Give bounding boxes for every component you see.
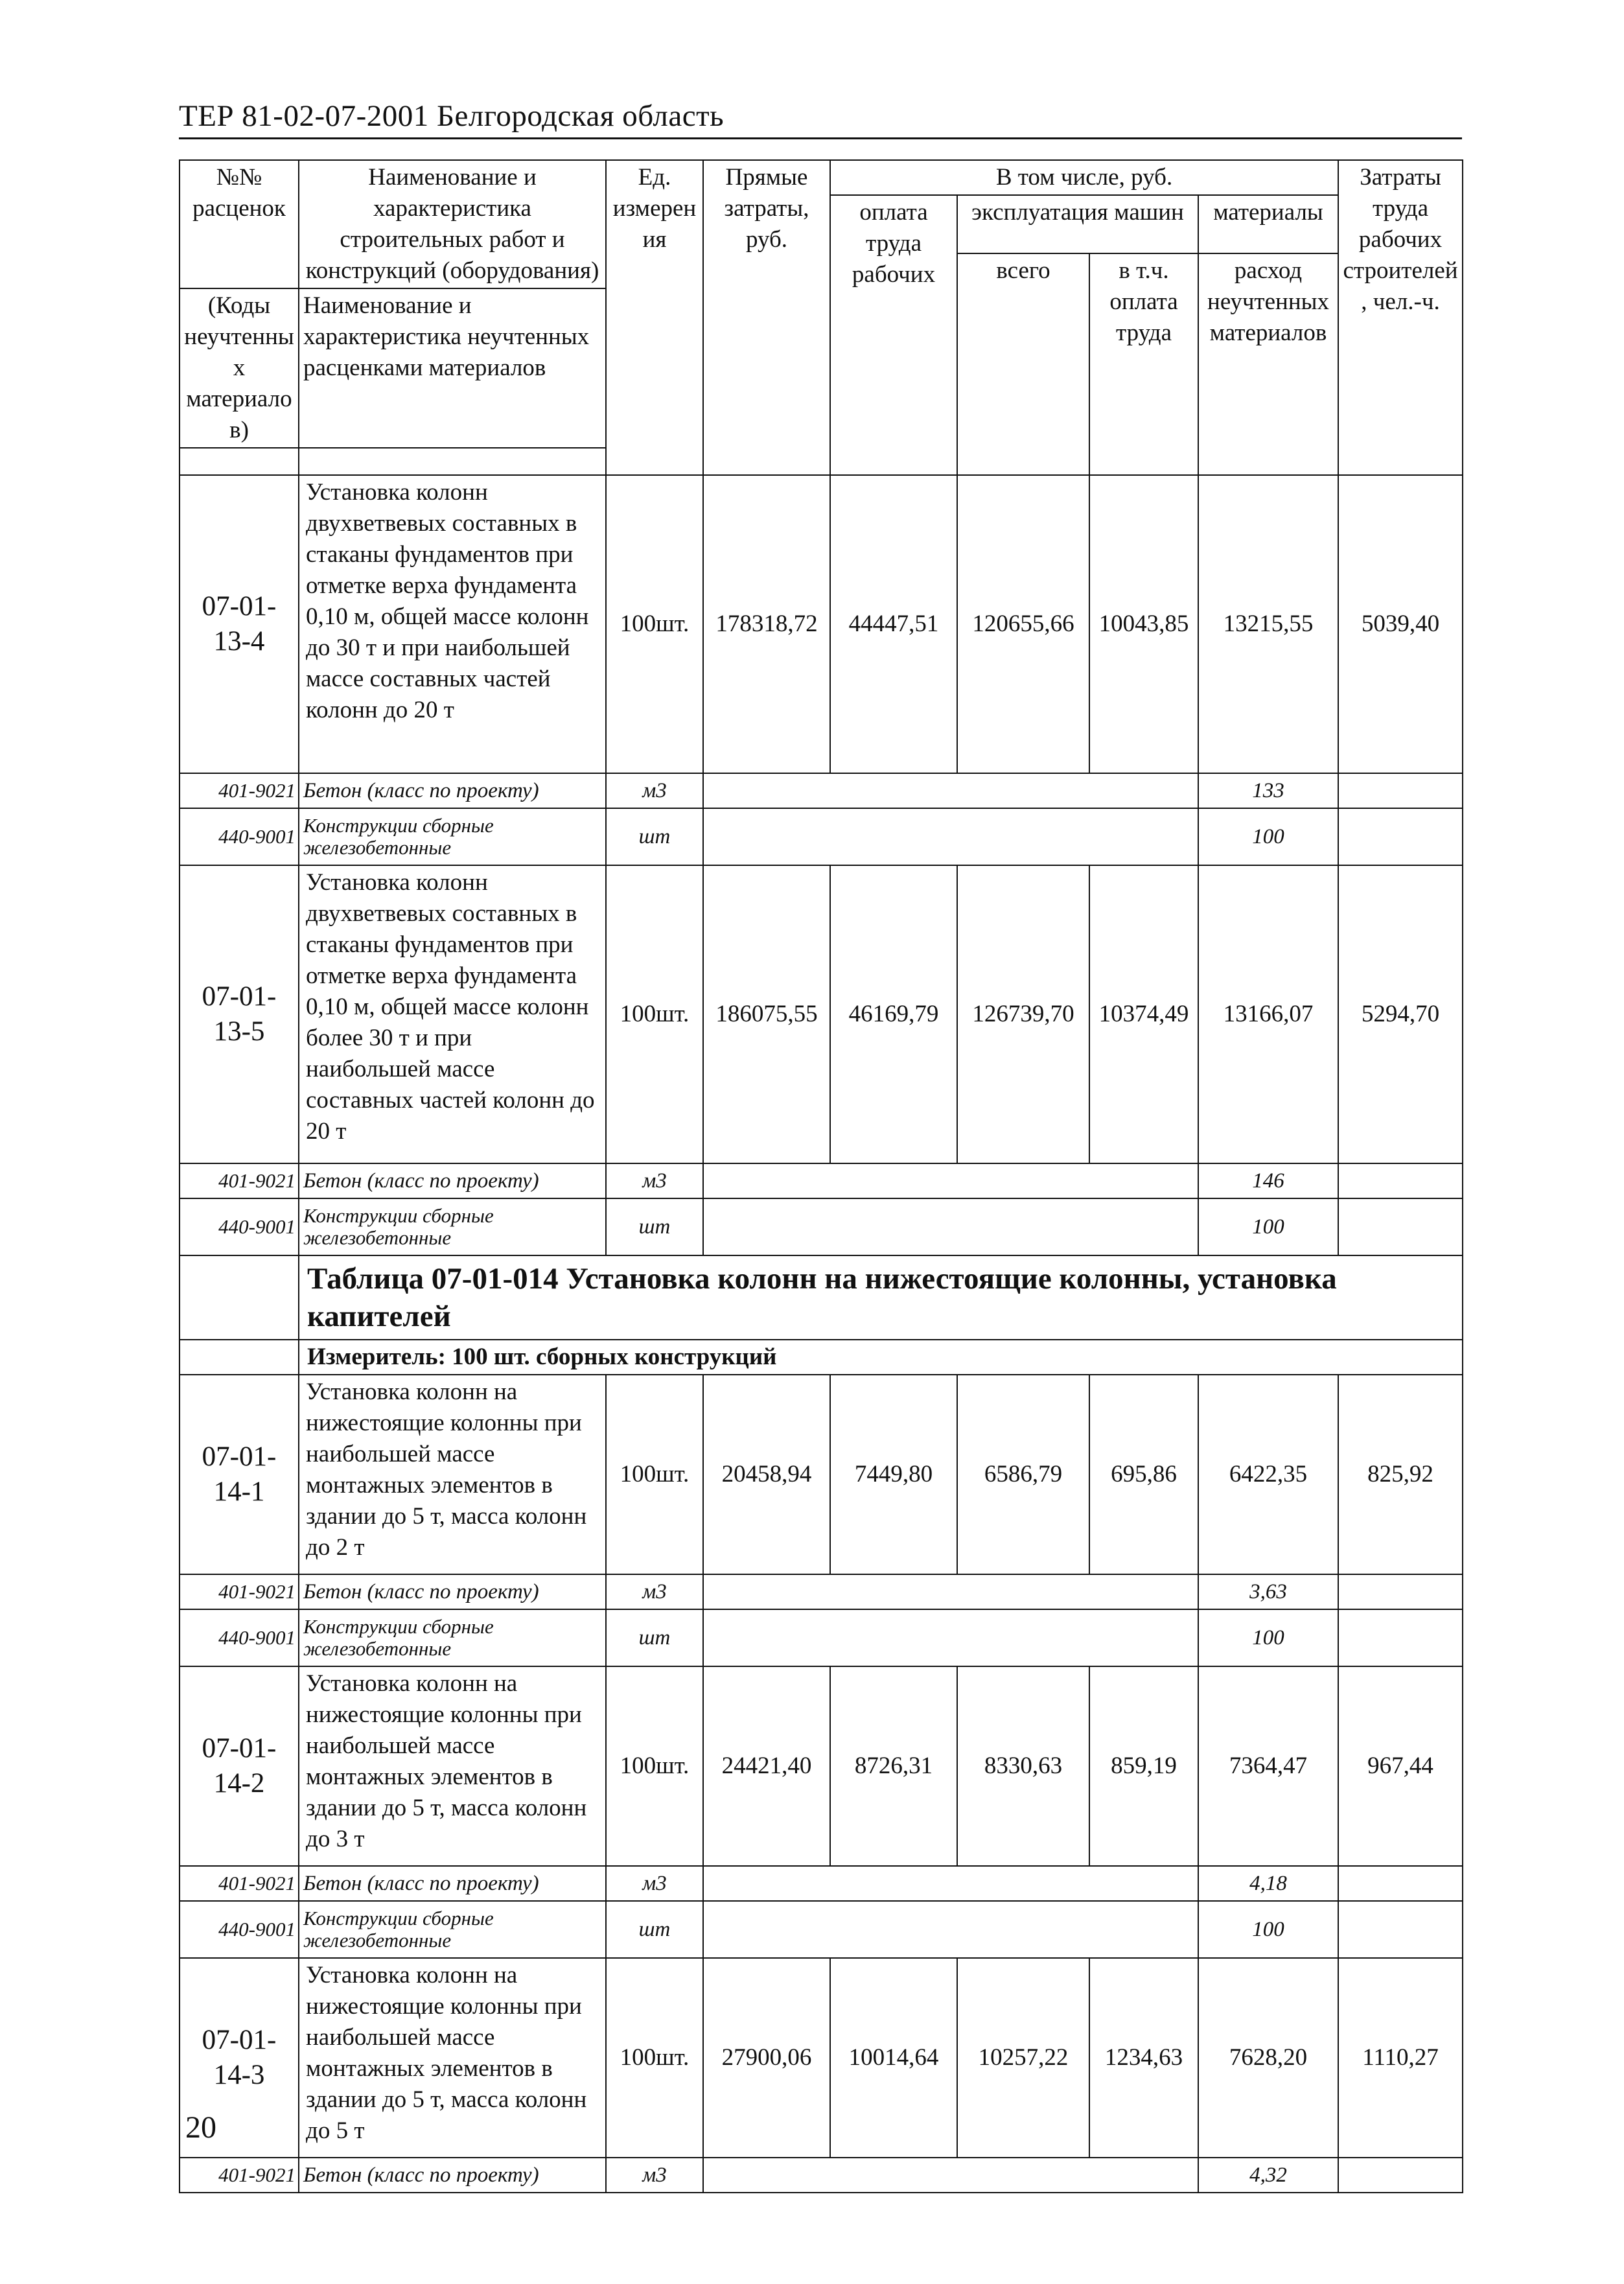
rate-materials: 7628,20	[1198, 1958, 1338, 2158]
col-name-header: Наименование и характеристика строительных работ и конструкций (оборудования)	[299, 160, 606, 288]
material-name: Конструкции сборные железобетонные	[299, 1198, 606, 1255]
rate-direct: 24421,40	[703, 1666, 830, 1866]
table-row	[180, 1666, 1463, 1866]
rate-code: 07-01-13-5	[180, 865, 299, 1163]
table-row	[180, 865, 1463, 1163]
material-name: Конструкции сборные железобетонные	[299, 1901, 606, 1958]
col-codes2-header: (Коды неучтенных материалов)	[180, 288, 299, 448]
rate-direct: 186075,55	[703, 865, 830, 1163]
rate-machine-pay: 695,86	[1089, 1375, 1198, 1574]
rate-machine-total: 126739,70	[957, 865, 1089, 1163]
material-unit: м3	[606, 773, 703, 808]
material-name: Бетон (класс по проекту)	[299, 773, 606, 808]
rate-materials: 7364,47	[1198, 1666, 1338, 1866]
material-code: 401-9021	[180, 1163, 299, 1198]
material-unit: м3	[606, 1574, 703, 1609]
material-value: 133	[1198, 773, 1338, 808]
rate-unit: 100шт.	[606, 1666, 703, 1866]
col-machine-total-header: всего	[957, 253, 1089, 475]
material-value: 146	[1198, 1163, 1338, 1198]
rate-code: 07-01-14-3	[180, 1958, 299, 2158]
col-name2-header: Наименование и характеристика неучтенных расценками материалов	[299, 288, 606, 448]
rate-unit: 100шт.	[606, 1958, 703, 2158]
col-direct-header: Прямые затраты, руб.	[703, 160, 830, 475]
col-matusage-header: расход неучтенных материалов	[1198, 253, 1338, 475]
rate-labor-pay: 44447,51	[830, 475, 957, 773]
rate-name: Установка колонн на нижестоящие колонны при наибольшей массе монтажных элементов в здании до 5 т, масса колонн до 3 т	[299, 1666, 606, 1866]
material-row	[180, 1574, 1463, 1609]
col-code-header: №№ расценок	[180, 160, 299, 288]
rates-table	[179, 159, 1463, 2193]
rate-labor: 5039,40	[1338, 475, 1463, 773]
rate-direct: 20458,94	[703, 1375, 830, 1574]
page-header: ТЕР 81-02-07-2001 Белгородская область	[179, 97, 1462, 139]
rate-labor: 1110,27	[1338, 1958, 1463, 2158]
rate-materials: 6422,35	[1198, 1375, 1338, 1574]
rate-labor: 967,44	[1338, 1666, 1463, 1866]
rate-materials: 13166,07	[1198, 865, 1338, 1163]
rate-name: Установка колонн двухветвевых составных в стаканы фундаментов при отметке верха фундамента 0,10 м, общей массе колонн до 30 т и при наибольшей массе составных частей колонн до 20 т	[299, 475, 606, 773]
material-value: 3,63	[1198, 1574, 1338, 1609]
material-unit: м3	[606, 2158, 703, 2193]
rate-machine-total: 8330,63	[957, 1666, 1089, 1866]
material-code: 401-9021	[180, 1574, 299, 1609]
material-value: 100	[1198, 1609, 1338, 1666]
rate-machine-pay: 10043,85	[1089, 475, 1198, 773]
rate-unit: 100шт.	[606, 1375, 703, 1574]
rate-machine-total: 6586,79	[957, 1375, 1089, 1574]
material-value: 4,18	[1198, 1866, 1338, 1901]
col-machine-pay-header: в т.ч. оплата труда	[1089, 253, 1198, 475]
col-labor-header: Затраты труда рабочих строителей, чел.-ч.	[1338, 160, 1463, 475]
col-unit-header: Ед. измерения	[606, 160, 703, 475]
material-code: 401-9021	[180, 773, 299, 808]
material-name: Бетон (класс по проекту)	[299, 1866, 606, 1901]
material-unit: шт	[606, 1609, 703, 1666]
col-incl-header: В том числе, руб.	[830, 160, 1338, 195]
material-unit: м3	[606, 1866, 703, 1901]
material-code: 401-9021	[180, 2158, 299, 2193]
rate-direct: 178318,72	[703, 475, 830, 773]
material-code: 440-9001	[180, 1609, 299, 1666]
rate-machine-pay: 1234,63	[1089, 1958, 1198, 2158]
material-unit: шт	[606, 1198, 703, 1255]
material-name: Бетон (класс по проекту)	[299, 2158, 606, 2193]
table-row	[180, 475, 1463, 773]
material-row	[180, 2158, 1463, 2193]
material-value: 100	[1198, 1901, 1338, 1958]
col-laborpay-header: оплата труда рабочих	[830, 195, 957, 475]
material-row	[180, 1866, 1463, 1901]
material-name: Конструкции сборные железобетонные	[299, 808, 606, 865]
material-value: 4,32	[1198, 2158, 1338, 2193]
table-row	[180, 1375, 1463, 1574]
rate-unit: 100шт.	[606, 475, 703, 773]
rate-labor-pay: 7449,80	[830, 1375, 957, 1574]
material-code: 440-9001	[180, 1198, 299, 1255]
table-meter: Измеритель: 100 шт. сборных конструкций	[299, 1340, 1463, 1375]
material-row	[180, 808, 1463, 865]
rate-labor-pay: 46169,79	[830, 865, 957, 1163]
material-row	[180, 1901, 1463, 1958]
material-name: Бетон (класс по проекту)	[299, 1163, 606, 1198]
rate-machine-pay: 10374,49	[1089, 865, 1198, 1163]
col-machine-header: эксплуатация машин	[957, 195, 1198, 253]
rate-name: Установка колонн двухветвевых составных в стаканы фундаментов при отметке верха фундамента 0,10 м, общей массе колонн более 30 т и при наибольшей массе составных частей колонн до 20 т	[299, 865, 606, 1163]
rate-labor: 5294,70	[1338, 865, 1463, 1163]
material-value: 100	[1198, 1198, 1338, 1255]
rate-direct: 27900,06	[703, 1958, 830, 2158]
col-materials-header: материалы	[1198, 195, 1338, 253]
material-code: 440-9001	[180, 808, 299, 865]
rate-labor-pay: 10014,64	[830, 1958, 957, 2158]
material-code: 401-9021	[180, 1866, 299, 1901]
material-value: 100	[1198, 808, 1338, 865]
rate-code: 07-01-14-2	[180, 1666, 299, 1866]
rate-labor-pay: 8726,31	[830, 1666, 957, 1866]
material-code: 440-9001	[180, 1901, 299, 1958]
material-name: Конструкции сборные железобетонные	[299, 1609, 606, 1666]
material-unit: м3	[606, 1163, 703, 1198]
rate-labor: 825,92	[1338, 1375, 1463, 1574]
material-row	[180, 1609, 1463, 1666]
material-name: Бетон (класс по проекту)	[299, 1574, 606, 1609]
page-number: 20	[185, 2110, 216, 2145]
rate-machine-total: 10257,22	[957, 1958, 1089, 2158]
rate-code: 07-01-14-1	[180, 1375, 299, 1574]
material-row	[180, 1163, 1463, 1198]
material-unit: шт	[606, 808, 703, 865]
table-row	[180, 1958, 1463, 2158]
rate-name: Установка колонн на нижестоящие колонны при наибольшей массе монтажных элементов в здании до 5 т, масса колонн до 2 т	[299, 1375, 606, 1574]
material-row	[180, 773, 1463, 808]
rate-unit: 100шт.	[606, 865, 703, 1163]
rate-name: Установка колонн на нижестоящие колонны при наибольшей массе монтажных элементов в здании до 5 т, масса колонн до 5 т	[299, 1958, 606, 2158]
table-title: Таблица 07-01-014 Установка колонн на нижестоящие колонны, установка капителей	[299, 1255, 1463, 1340]
material-unit: шт	[606, 1901, 703, 1958]
rate-machine-pay: 859,19	[1089, 1666, 1198, 1866]
rate-machine-total: 120655,66	[957, 475, 1089, 773]
rate-code: 07-01-13-4	[180, 475, 299, 773]
material-row	[180, 1198, 1463, 1255]
rate-materials: 13215,55	[1198, 475, 1338, 773]
